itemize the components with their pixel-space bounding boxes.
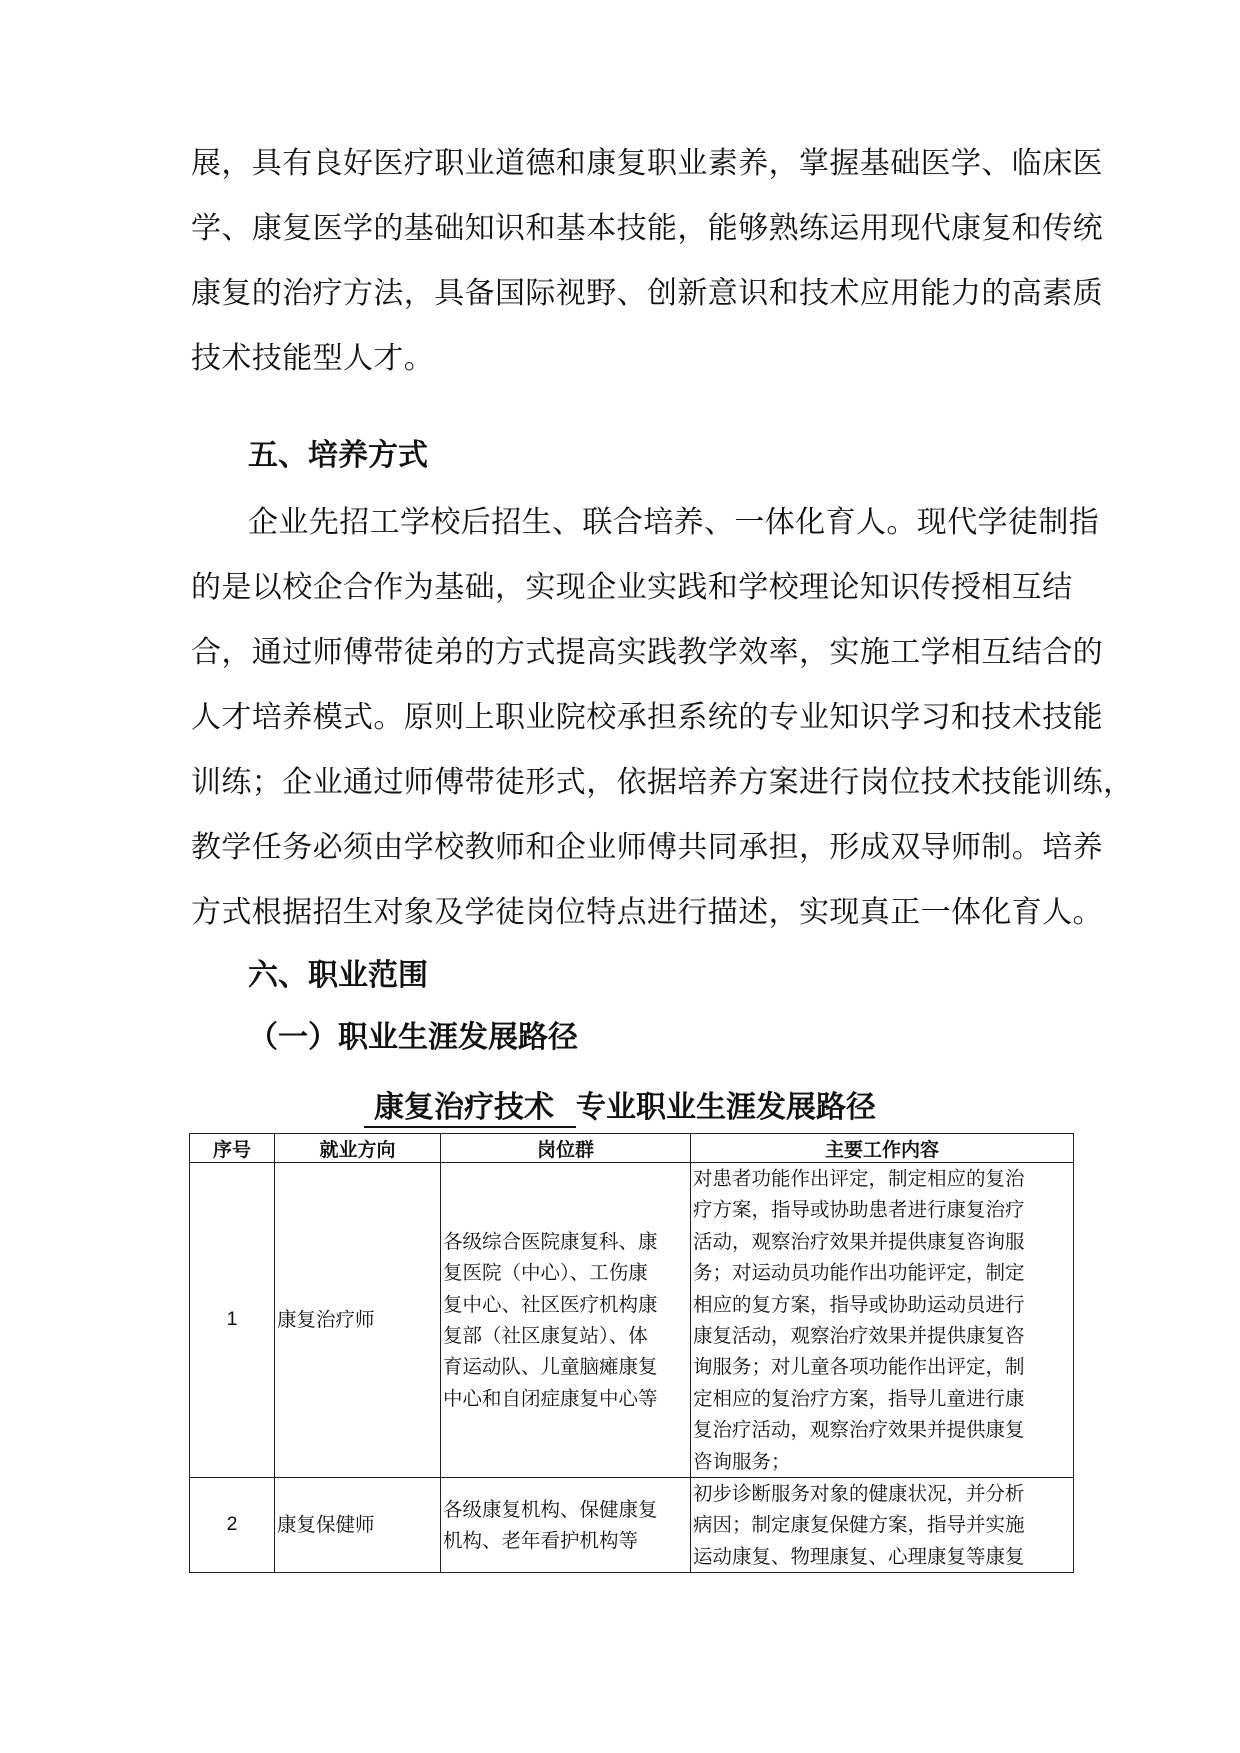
section-heading-training: 五、培养方式 <box>248 438 428 473</box>
intro-paragraph <box>191 131 1103 391</box>
header-num: 序号 <box>190 1134 275 1163</box>
training-line: 企业先招工学校后招生、联合培养、一体化育人。现代学徒制指 <box>248 505 1100 540</box>
content-line: 运动康复、物理康复、心理康复等康复 <box>693 1544 1025 1568</box>
content-line: 咨询服务； <box>693 1449 791 1473</box>
content-line: 询服务；对儿童各项功能作出评定，制 <box>693 1355 1025 1379</box>
content-line: 定相应的复治疗方案，指导儿童进行康 <box>693 1386 1025 1410</box>
row-positions <box>441 1478 691 1573</box>
positions-line: 机构、老年看护机构等 <box>443 1529 639 1553</box>
training-line: 方式根据招生对象及学徒岗位特点进行描述，实现真正一体化育人。 <box>191 895 1103 930</box>
table-row <box>190 1478 1074 1573</box>
header-positions: 岗位群 <box>441 1134 691 1163</box>
subsection-heading-career-path: （一）职业生涯发展路径 <box>248 1020 578 1055</box>
positions-line: 复部（社区康复站）、体 <box>443 1324 648 1348</box>
content-line: 对患者功能作出评定，制定相应的复治 <box>693 1167 1025 1190</box>
table-header-row <box>190 1134 1074 1163</box>
content-line: 复治疗活动，观察治疗效果并提供康复 <box>693 1418 1025 1442</box>
positions-line: 各级综合医院康复科、康 <box>443 1229 658 1253</box>
content-line: 康复活动，观察治疗效果并提供康复咨 <box>693 1324 1025 1348</box>
header-direction: 就业方向 <box>275 1134 441 1163</box>
training-line: 人才培养模式。原则上职业院校承担系统的专业知识学习和技术技能 <box>191 700 1103 735</box>
content-line: 相应的复方案，指导或协助运动员进行 <box>693 1292 1025 1316</box>
intro-line: 康复的治疗方法，具备国际视野、创新意识和技术应用能力的高素质 <box>191 276 1103 311</box>
content-line: 务；对运动员功能作出功能评定，制定 <box>693 1261 1025 1285</box>
content-line: 初步诊断服务对象的健康状况，并分析 <box>693 1482 1025 1506</box>
row-content <box>691 1163 1074 1478</box>
section-heading-career-scope: 六、职业范围 <box>248 958 428 993</box>
career-path-table <box>189 1133 1074 1573</box>
table-title <box>0 1082 1240 1128</box>
positions-line: 育运动队、儿童脑瘫康复 <box>443 1355 658 1379</box>
row-content <box>691 1478 1074 1573</box>
row-num: 1 <box>190 1163 275 1478</box>
training-line: 的是以校企合作为基础，实现企业实践和学校理论知识传授相互结 <box>191 570 1073 605</box>
positions-line: 复中心、社区医疗机构康 <box>443 1292 658 1316</box>
training-line: 训练；企业通过师傅带徒形式，依据培养方案进行岗位技术技能训练， <box>191 765 1134 800</box>
header-content: 主要工作内容 <box>691 1134 1074 1163</box>
content-line: 病因；制定康复保健方案，指导并实施 <box>693 1513 1025 1537</box>
intro-line: 学、康复医学的基础知识和基本技能，能够熟练运用现代康复和传统 <box>191 211 1103 246</box>
content-line: 活动，观察治疗效果并提供康复咨询服 <box>693 1229 1025 1253</box>
row-num: 2 <box>190 1478 275 1573</box>
table-row <box>190 1163 1074 1478</box>
intro-line: 技术技能型人才。 <box>191 341 435 376</box>
table-title-major: 康复治疗技术 <box>364 1082 576 1128</box>
row-direction: 康复治疗师 <box>275 1163 441 1478</box>
training-line: 合，通过师傅带徒弟的方式提高实践教学效率，实施工学相互结合的 <box>191 635 1103 670</box>
training-paragraph <box>191 490 1134 945</box>
positions-line: 中心和自闭症康复中心等 <box>443 1386 658 1410</box>
content-line: 疗方案，指导或协助患者进行康复治疗 <box>693 1198 1025 1222</box>
positions-line: 复医院（中心）、工伤康 <box>443 1261 648 1285</box>
row-direction: 康复保健师 <box>275 1478 441 1573</box>
table-title-suffix: 专业职业生涯发展路径 <box>576 1090 876 1125</box>
intro-line: 展，具有良好医疗职业道德和康复职业素养，掌握基础医学、临床医 <box>191 146 1103 181</box>
row-positions <box>441 1163 691 1478</box>
positions-line: 各级康复机构、保健康复 <box>443 1497 658 1521</box>
training-line: 教学任务必须由学校教师和企业师傅共同承担，形成双导师制。培养 <box>191 830 1103 865</box>
